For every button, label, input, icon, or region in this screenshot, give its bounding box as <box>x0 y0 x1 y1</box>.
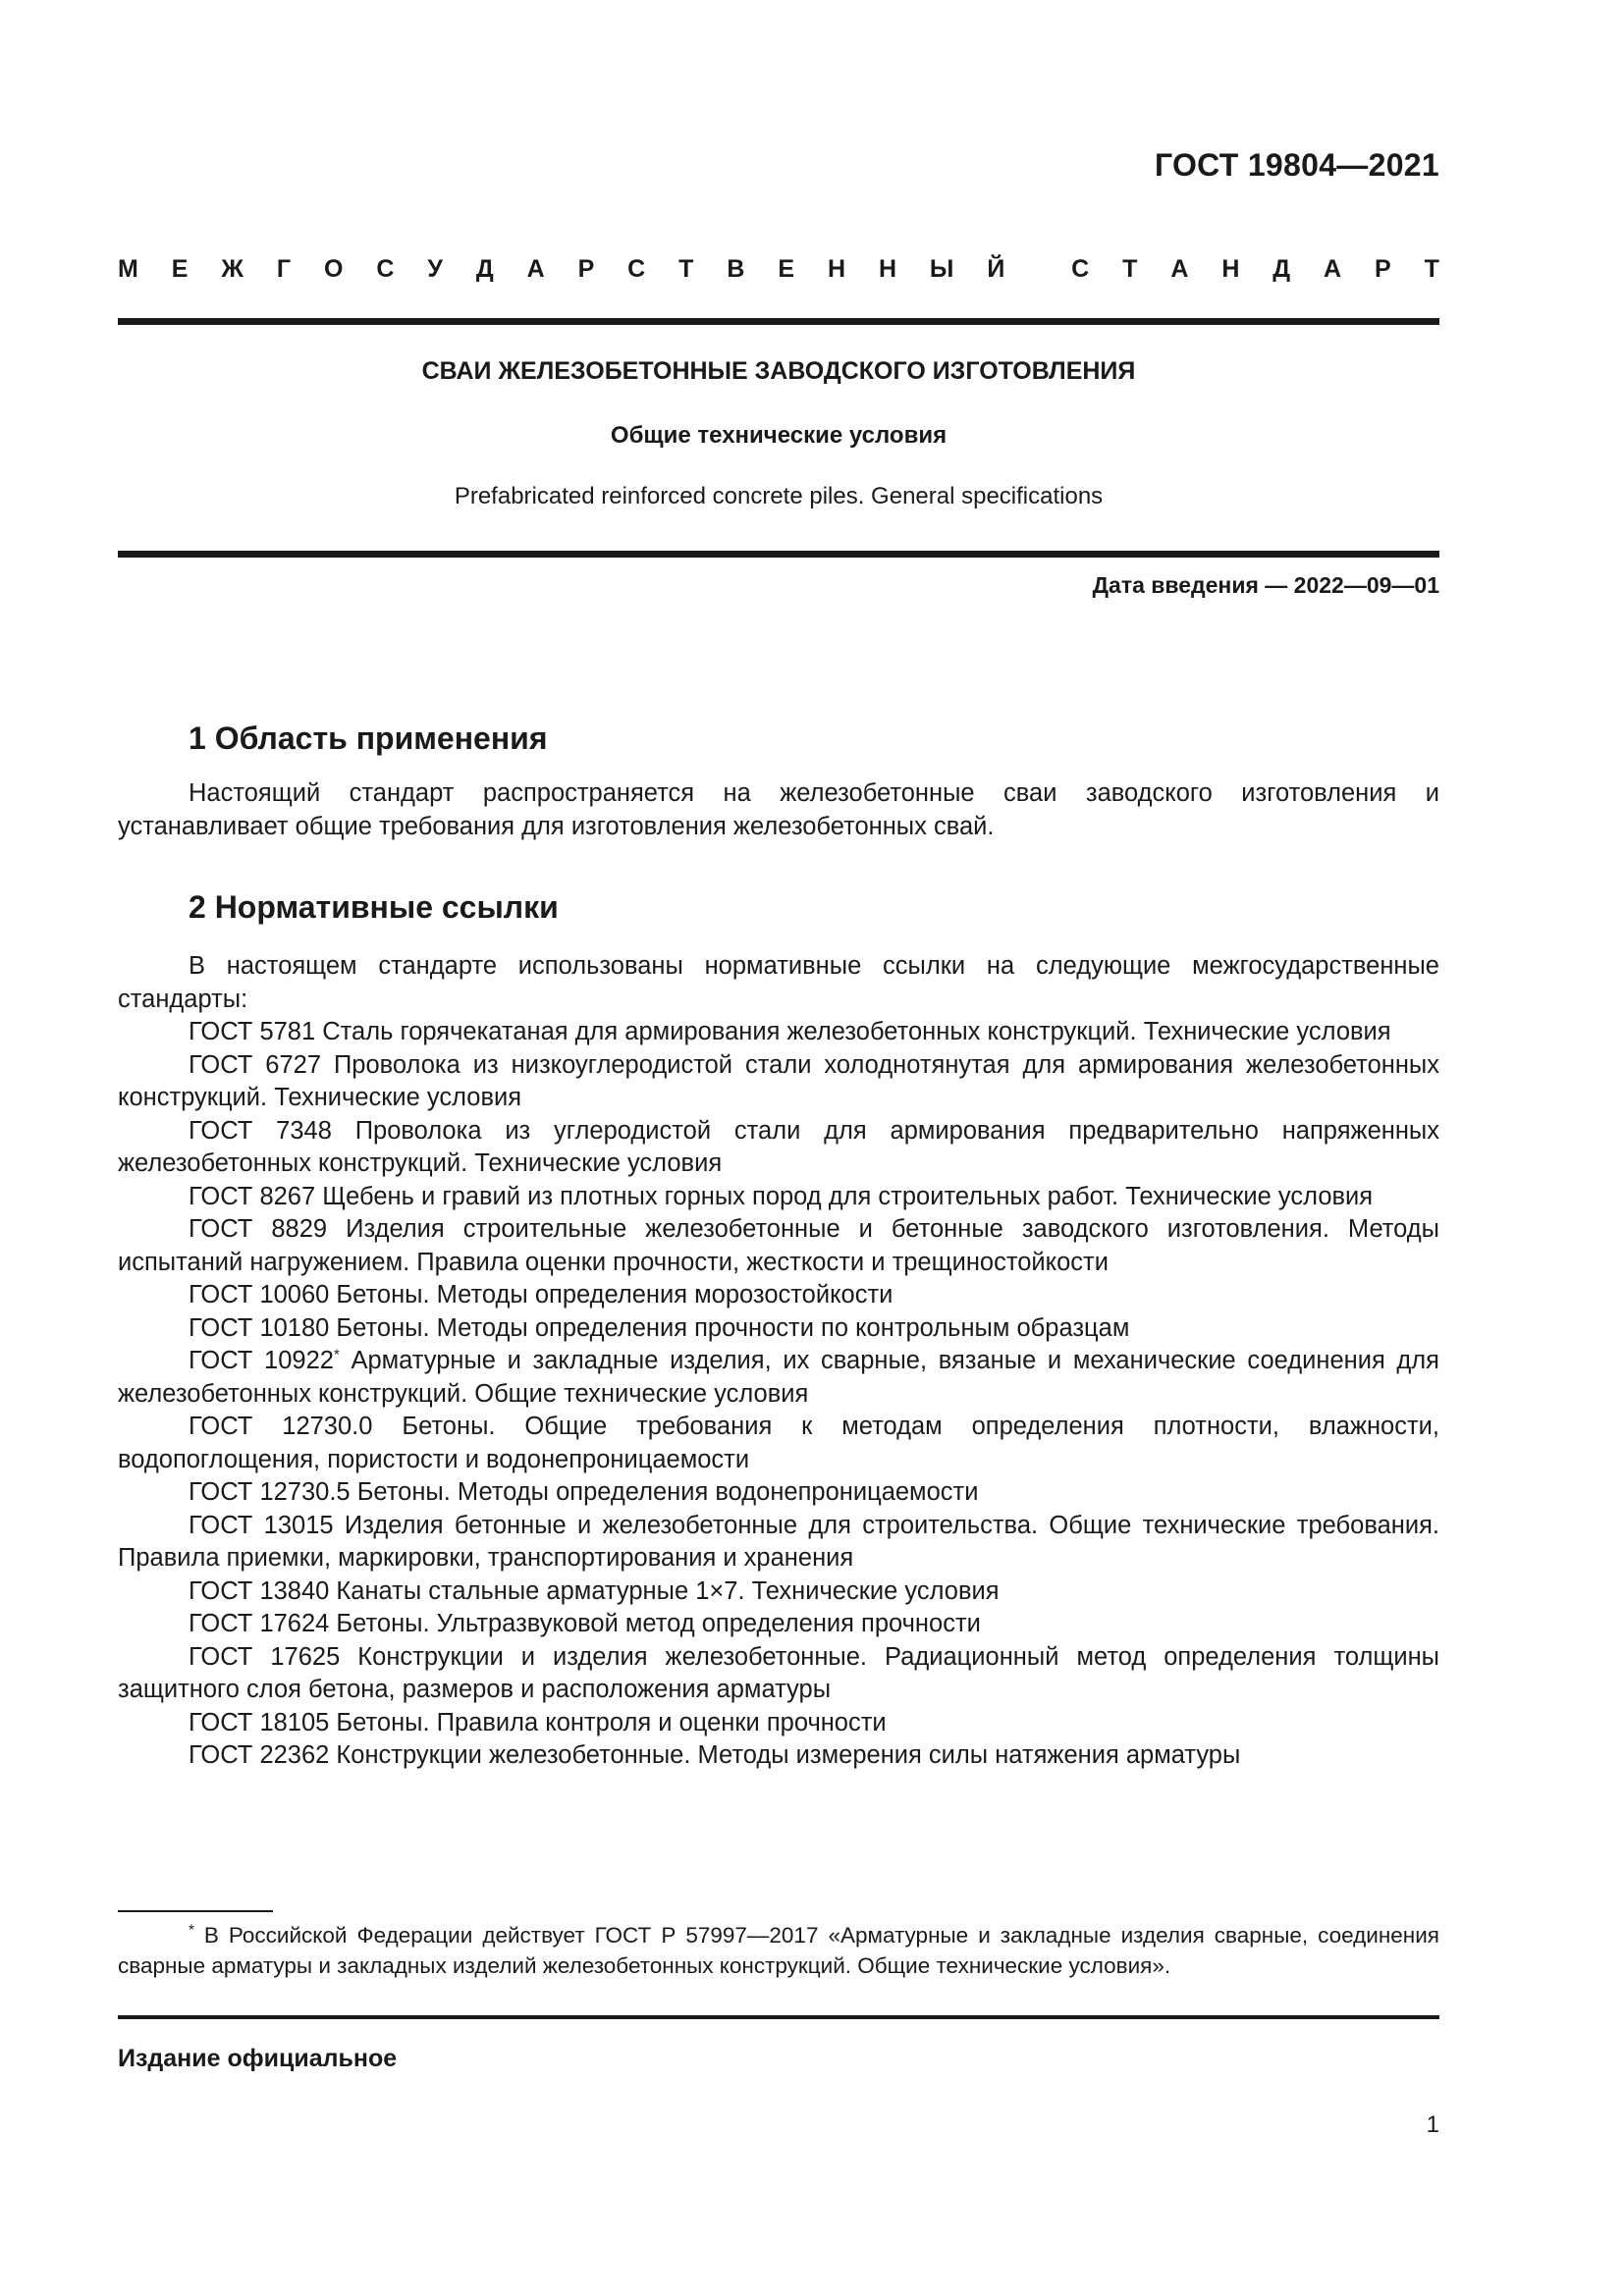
banner-letter: О <box>324 255 344 283</box>
section-2-body <box>118 950 1439 1773</box>
reference-item: ГОСТ 12730.5 Бетоны. Методы определения водонепроницаемости <box>189 1478 979 1506</box>
banner-letter: У <box>427 255 443 283</box>
banner-letter: Н <box>827 255 846 283</box>
document-subtitle: Общие технические условия <box>610 422 947 449</box>
banner-letter: Р <box>577 255 595 283</box>
footnote-marker: * <box>189 1921 194 1939</box>
section-1-body <box>118 777 1439 843</box>
reference-item: ГОСТ 10060 Бетоны. Методы определения морозостойкости <box>189 1281 893 1308</box>
title-divider <box>118 551 1439 558</box>
banner-letter: С <box>1071 255 1090 283</box>
banner-letter: А <box>526 255 545 283</box>
footnote <box>118 1920 1439 1981</box>
reference-code: ГОСТ 10922 <box>189 1347 334 1374</box>
section-1-paragraph: Настоящий стандарт распространяется на железобетонные сваи заводского изготовления и устанавливает общие требования для изготовления железобетонных свай. <box>118 779 1439 840</box>
reference-item: ГОСТ 12730.0 Бетоны. Общие требования к методам определения плотности, влажности, водопоглощения, пористости и водонепроницаемости <box>118 1413 1439 1473</box>
section-2-heading-wrap <box>118 887 1439 927</box>
edition-label: Издание официальное <box>118 2045 398 2072</box>
introduction-date: Дата введения — 2022—09—01 <box>1092 572 1439 598</box>
banner-letter: Ж <box>221 255 244 283</box>
standard-type-banner <box>118 253 1439 285</box>
banner-letter: Д <box>475 255 494 283</box>
reference-item: ГОСТ 7348 Проволока из углеродистой стали для армирования предварительно напряженных железобетонных конструкций. Технические условия <box>118 1116 1439 1177</box>
footnote-text: В Российской Федерации действует ГОСТ Р 57997—2017 «Арматурные и закладные изделия сварные, соединения сварные арматуры и закладных изделий железобетонных конструкций. Общие технические условия». <box>118 1923 1439 1978</box>
reference-item: ГОСТ 22362 Конструкции железобетонные. Методы измерения силы натяжения арматуры <box>189 1741 1241 1769</box>
english-title: Prefabricated reinforced concrete piles. General specifications <box>454 483 1104 509</box>
document-title: СВАИ ЖЕЛЕЗОБЕТОННЫЕ ЗАВОДСКОГО ИЗГОТОВЛЕНИЯ <box>421 357 1136 385</box>
section-1-heading: 1 Область применения <box>189 721 548 756</box>
banner-letter: Т <box>1424 255 1439 283</box>
reference-item: ГОСТ 17625 Конструкции и изделия железобетонные. Радиационный метод определения толщины защитного слоя бетона, размеров и расположения арматуры <box>118 1642 1439 1703</box>
banner-letter: Н <box>878 255 896 283</box>
footnote-marker: * <box>333 1346 340 1363</box>
reference-item: ГОСТ 10180 Бетоны. Методы определения прочности по контрольным образцам <box>189 1313 1130 1342</box>
section-2-heading: 2 Нормативные ссылки <box>189 889 559 925</box>
reference-text: Арматурные и закладные изделия, их сварные, вязаные и механические соединения для железобетонных конструкций. Общие технические условия <box>118 1347 1439 1408</box>
reference-item: ГОСТ 17624 Бетоны. Ультразвуковой метод определения прочности <box>189 1610 981 1637</box>
reference-item: ГОСТ 5781 Сталь горячекатаная для армирования железобетонных конструкций. Технические условия <box>189 1018 1391 1045</box>
banner-letter: Н <box>1221 255 1240 283</box>
banner-letter: Ы <box>929 255 954 283</box>
banner-letter: А <box>1324 255 1342 283</box>
bottom-divider <box>118 2015 1439 2019</box>
banner-letter: Е <box>171 255 189 283</box>
banner-letter: Т <box>678 255 694 283</box>
banner-letter: Й <box>987 255 1005 283</box>
footnote-separator <box>118 1910 273 1912</box>
reference-item: ГОСТ 13015 Изделия бетонные и железобетонные для строительства. Общие технические требования. Правила приемки, маркировки, транспортирования и хранения <box>118 1511 1439 1572</box>
page-number: 1 <box>1426 2111 1439 2138</box>
reference-item-with-footnote <box>118 1345 1439 1411</box>
banner-letter: А <box>1170 255 1189 283</box>
banner-letter: С <box>627 255 646 283</box>
reference-item: ГОСТ 8267 Щебень и гравий из плотных горных пород для строительных работ. Технические условия <box>189 1182 1374 1210</box>
banner-letter: Г <box>276 255 292 283</box>
banner-letter: Т <box>1122 255 1138 283</box>
banner-letter: Р <box>1375 255 1391 283</box>
document-number: ГОСТ 19804—2021 <box>1154 147 1439 183</box>
section-1-heading-wrap <box>118 719 1439 758</box>
banner-letter: М <box>118 255 138 283</box>
banner-letter: С <box>376 255 395 283</box>
section-2-intro: В настоящем стандарте использованы нормативные ссылки на следующие межгосударственные стандарты: <box>118 952 1439 1013</box>
reference-item: ГОСТ 18105 Бетоны. Правила контроля и оценки прочности <box>189 1708 887 1736</box>
top-divider <box>118 318 1439 325</box>
reference-item: ГОСТ 6727 Проволока из низкоуглеродистой стали холоднотянутая для армирования железобетонных конструкций. Технические условия <box>118 1050 1439 1111</box>
reference-item: ГОСТ 8829 Изделия строительные железобетонные и бетонные заводского изготовления. Методы испытаний нагружением. Правила оценки прочности, жесткости и трещиностойкости <box>118 1215 1439 1276</box>
banner-letter: В <box>727 255 745 283</box>
banner-letter: Д <box>1272 255 1291 283</box>
banner-letter: Е <box>778 255 795 283</box>
reference-item: ГОСТ 13840 Канаты стальные арматурные 1×7. Технические условия <box>189 1576 1000 1605</box>
